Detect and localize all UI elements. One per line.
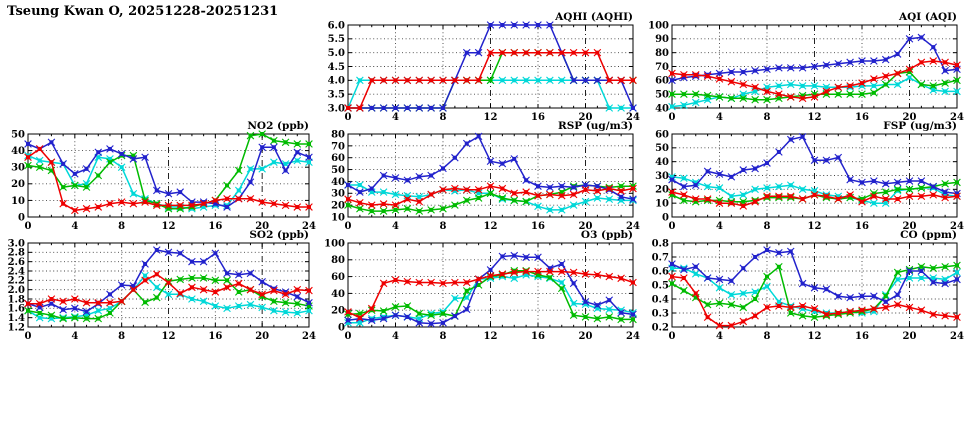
svg-text:CO (ppm): CO (ppm) — [900, 229, 957, 241]
svg-text:8: 8 — [439, 331, 447, 342]
svg-text:AQI (AQI): AQI (AQI) — [898, 11, 957, 23]
chart-fsp-plot — [642, 118, 967, 234]
svg-text:50: 50 — [655, 89, 669, 101]
svg-text:30: 30 — [331, 188, 345, 200]
svg-text:40: 40 — [331, 176, 345, 188]
svg-text:0.7: 0.7 — [651, 252, 669, 264]
svg-text:0.3: 0.3 — [651, 308, 669, 320]
svg-text:2.8: 2.8 — [7, 247, 25, 259]
svg-text:4: 4 — [716, 221, 723, 232]
svg-text:24: 24 — [302, 331, 316, 342]
svg-text:4: 4 — [71, 221, 79, 232]
svg-text:20: 20 — [578, 221, 593, 232]
svg-text:24: 24 — [950, 221, 964, 232]
svg-text:16: 16 — [855, 331, 869, 342]
svg-text:10: 10 — [11, 195, 25, 207]
chart-no2 — [0, 118, 319, 234]
chart-so2-plot — [0, 227, 319, 344]
svg-text:12: 12 — [483, 221, 498, 232]
svg-text:50: 50 — [11, 129, 25, 141]
svg-text:0: 0 — [344, 221, 352, 232]
svg-text:8: 8 — [118, 221, 126, 232]
svg-text:100: 100 — [648, 20, 669, 32]
svg-text:RSP (ug/m3): RSP (ug/m3) — [557, 120, 633, 132]
svg-text:40: 40 — [11, 146, 25, 157]
svg-text:20: 20 — [255, 331, 270, 342]
chart-aqi — [642, 9, 967, 125]
svg-text:0: 0 — [344, 331, 352, 342]
svg-text:24: 24 — [626, 112, 640, 123]
svg-text:3.0: 3.0 — [7, 238, 25, 250]
chart-o3 — [318, 227, 643, 344]
svg-text:20: 20 — [578, 331, 593, 342]
svg-text:12: 12 — [483, 331, 498, 342]
chart-o3-plot — [318, 227, 643, 344]
svg-text:6.0: 6.0 — [327, 20, 345, 32]
chart-no2-plot — [0, 118, 319, 234]
svg-text:8: 8 — [763, 221, 771, 232]
svg-text:2.4: 2.4 — [7, 266, 25, 278]
svg-text:16: 16 — [855, 221, 869, 232]
svg-text:0.8: 0.8 — [651, 238, 669, 250]
svg-text:80: 80 — [331, 129, 345, 141]
svg-text:60: 60 — [655, 129, 669, 141]
svg-text:40: 40 — [655, 103, 669, 115]
svg-text:20: 20 — [902, 221, 917, 232]
svg-text:24: 24 — [950, 112, 964, 123]
svg-text:0.2: 0.2 — [651, 322, 669, 334]
svg-text:12: 12 — [807, 112, 822, 123]
svg-text:100: 100 — [324, 238, 345, 250]
svg-text:20: 20 — [11, 179, 25, 191]
svg-text:0: 0 — [668, 221, 676, 232]
svg-text:4: 4 — [392, 221, 399, 232]
svg-text:24: 24 — [302, 221, 316, 232]
svg-text:8: 8 — [118, 331, 126, 342]
svg-text:4: 4 — [716, 331, 723, 342]
svg-text:0: 0 — [668, 331, 676, 342]
svg-text:0.4: 0.4 — [651, 294, 669, 306]
svg-text:AQHI (AQHI): AQHI (AQHI) — [555, 11, 633, 23]
svg-text:40: 40 — [331, 288, 345, 300]
svg-text:40: 40 — [655, 157, 669, 169]
svg-text:FSP (ug/m3): FSP (ug/m3) — [883, 120, 957, 132]
svg-text:30: 30 — [655, 170, 669, 182]
svg-text:0.6: 0.6 — [651, 266, 669, 278]
svg-text:0: 0 — [668, 112, 676, 123]
svg-text:0: 0 — [24, 331, 32, 342]
chart-aqhi — [318, 9, 643, 125]
svg-text:0: 0 — [338, 322, 345, 334]
svg-text:12: 12 — [807, 331, 822, 342]
chart-aqhi-plot — [318, 9, 643, 125]
svg-text:10: 10 — [331, 212, 345, 224]
svg-text:12: 12 — [161, 331, 176, 342]
svg-text:24: 24 — [950, 331, 964, 342]
svg-text:4: 4 — [392, 112, 399, 123]
page-title: Tseung Kwan O, 20251228-20251231 — [7, 4, 279, 19]
svg-text:80: 80 — [655, 48, 669, 60]
chart-aqi-plot — [642, 9, 967, 125]
svg-text:16: 16 — [208, 331, 223, 342]
svg-text:24: 24 — [626, 221, 640, 232]
svg-text:50: 50 — [331, 164, 345, 176]
svg-text:30: 30 — [11, 162, 25, 174]
svg-text:8: 8 — [763, 112, 771, 123]
chart-rsp-plot — [318, 118, 643, 234]
svg-text:0: 0 — [344, 112, 352, 123]
svg-text:90: 90 — [655, 34, 669, 46]
svg-text:3.5: 3.5 — [327, 89, 345, 101]
svg-text:4: 4 — [71, 331, 79, 342]
svg-text:2.6: 2.6 — [7, 257, 25, 269]
svg-text:12: 12 — [807, 221, 822, 232]
svg-text:60: 60 — [331, 272, 345, 283]
svg-text:0: 0 — [18, 212, 25, 224]
svg-text:16: 16 — [208, 221, 223, 232]
svg-text:20: 20 — [255, 221, 270, 232]
chart-co-plot — [642, 227, 967, 344]
svg-text:4.0: 4.0 — [327, 75, 345, 87]
svg-text:20: 20 — [902, 112, 917, 123]
svg-text:60: 60 — [331, 153, 345, 165]
svg-text:1.4: 1.4 — [7, 313, 25, 325]
svg-text:2.0: 2.0 — [7, 285, 25, 297]
chart-co — [642, 227, 967, 344]
svg-text:1.6: 1.6 — [7, 303, 25, 315]
svg-text:16: 16 — [531, 331, 545, 342]
svg-text:5.0: 5.0 — [327, 48, 345, 60]
svg-text:1.8: 1.8 — [7, 294, 25, 306]
svg-text:8: 8 — [439, 221, 447, 232]
svg-text:2.2: 2.2 — [7, 275, 25, 287]
svg-text:16: 16 — [855, 112, 869, 123]
svg-text:20: 20 — [902, 331, 917, 342]
svg-text:NO2 (ppb): NO2 (ppb) — [247, 120, 309, 132]
svg-text:3.0: 3.0 — [327, 103, 345, 115]
svg-text:80: 80 — [331, 255, 345, 267]
svg-text:8: 8 — [763, 331, 771, 342]
svg-text:10: 10 — [655, 198, 669, 210]
svg-text:1.2: 1.2 — [7, 322, 25, 334]
svg-text:16: 16 — [531, 221, 545, 232]
svg-text:24: 24 — [626, 331, 640, 342]
svg-text:O3 (ppb): O3 (ppb) — [580, 229, 633, 241]
svg-text:4: 4 — [716, 112, 723, 123]
svg-text:8: 8 — [439, 112, 447, 123]
svg-text:4: 4 — [392, 331, 399, 342]
svg-text:SO2 (ppb): SO2 (ppb) — [249, 229, 309, 241]
svg-text:70: 70 — [331, 141, 345, 153]
svg-text:20: 20 — [331, 200, 345, 212]
svg-text:50: 50 — [655, 143, 669, 155]
svg-text:0.5: 0.5 — [651, 280, 669, 292]
svg-text:70: 70 — [655, 61, 669, 73]
svg-text:0: 0 — [662, 212, 669, 224]
svg-text:5.5: 5.5 — [327, 34, 345, 46]
svg-text:4.5: 4.5 — [327, 61, 345, 73]
chart-rsp — [318, 118, 643, 234]
chart-so2 — [0, 227, 319, 344]
chart-fsp — [642, 118, 967, 234]
svg-text:0: 0 — [24, 221, 32, 232]
svg-text:20: 20 — [655, 184, 669, 196]
svg-text:20: 20 — [331, 305, 345, 317]
svg-text:12: 12 — [483, 112, 498, 123]
svg-text:12: 12 — [161, 221, 176, 232]
svg-text:20: 20 — [578, 112, 593, 123]
svg-text:60: 60 — [655, 75, 669, 87]
svg-text:16: 16 — [531, 112, 545, 123]
